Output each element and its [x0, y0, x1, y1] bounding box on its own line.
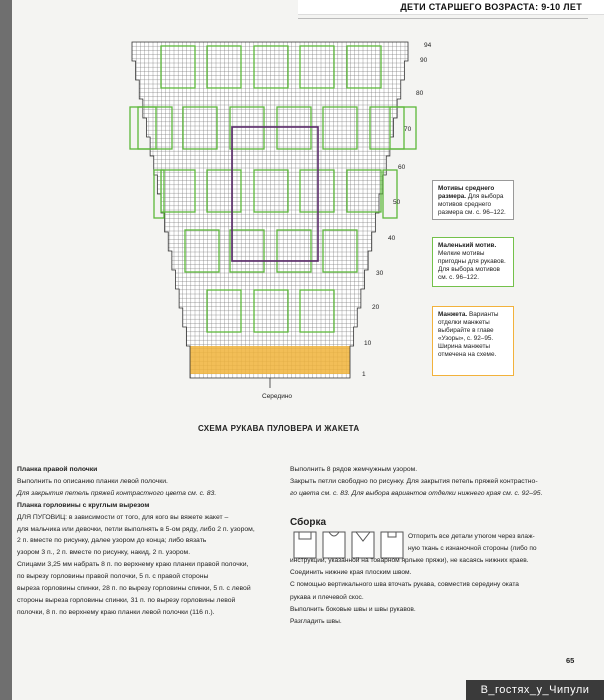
legend-text: Мелкие мотивы пригодны для рукавов. Для выбора мотивов см. с. 96–122. [438, 250, 506, 281]
cuff-band [190, 346, 350, 374]
heading-neckband: Планка горловины с круглым вырезом [17, 501, 150, 509]
page-header-title: ДЕТИ СТАРШЕГО ВОЗРАСТА: 9-10 ЛЕТ [400, 2, 582, 12]
text-line: рукава и плечевой скос. [290, 593, 364, 601]
text-line: ную ткань с изнаночной стороны (либо по [408, 545, 537, 553]
heading-right-band: Планка правой полочки [17, 466, 98, 473]
chart-grid [132, 42, 408, 378]
text-line: Соединить нижние края плоским швом. [290, 569, 412, 577]
text-line: 2 п. вместе по рисунку, далее узором до конца; либо вязать [17, 537, 207, 545]
center-label: Середино [262, 393, 293, 400]
page-number: 65 [566, 656, 575, 665]
row-label: 60 [398, 164, 406, 171]
text-line: ДЛЯ ПУГОВИЦ: в зависимости от того, для кого вы вяжете жакет – [17, 513, 229, 521]
text-line: для мальчика или девочки, петли выполнять в 5-ом ряду, либо 2 п. узором, [17, 525, 255, 533]
legend-small-motif [432, 237, 514, 287]
watermark: В_гостях_у_Чипули [466, 680, 604, 700]
text-line: полочки, 8 п. по верхнему краю планки левой полочки (116 п.). [17, 608, 215, 616]
text-line: инструкции, указанной на товарном ярлыке пряжи), не касаясь нижних краев. [290, 557, 529, 564]
row-label: 40 [388, 235, 396, 242]
row-label: 10 [364, 340, 372, 347]
row-label: 20 [372, 304, 380, 311]
legend-title: Манжета. [438, 311, 468, 318]
legend-text: Для выбора мотивов среднего размера см. с. 96–122. [438, 193, 506, 216]
text-line: Выполнить 8 рядов жемчужным узором. [290, 466, 418, 473]
text-line: Выполнить по описанию планки левой полочки. [17, 477, 168, 485]
text-line: Разгладить швы. [290, 618, 342, 626]
legend-cuff [432, 306, 514, 376]
diagram-caption: СХЕМА РУКАВА ПУЛОВЕРА И ЖАКЕТА [198, 424, 360, 433]
text-line: Закрыть петли свободно по рисунку. Для закрытия петель пряжей контрастно- [290, 477, 538, 485]
row-label: 30 [376, 270, 384, 277]
assembly-heading: Сборка [290, 517, 327, 528]
text-line: го цвета см. с. 83. Для выбора вариантов отделки нижнего края см. с. 92–95. [290, 489, 543, 497]
row-label: 70 [404, 126, 412, 133]
text-line: С помощью вертикального шва вточать рукава, совместив середину оката [290, 581, 519, 589]
legend-title: Маленький мотив. [438, 242, 497, 249]
right-column [290, 464, 590, 500]
assembly-text-top [408, 531, 598, 555]
row-label: 1 [362, 371, 366, 378]
text-line: стороны выреза горловины спинки, 31 п. по вырезу горловины левой [17, 596, 236, 604]
row-label: 94 [424, 42, 432, 49]
text-line: Спицами 3,25 мм набрать 8 п. по верхнему краю планки правой полочки, [17, 561, 249, 569]
row-label: 80 [416, 90, 424, 97]
legend-title: Мотивы среднего размера. [438, 185, 495, 200]
left-column [17, 464, 287, 619]
text-line: выреза горловины спинки, 28 п. по вырезу горловины спинки, 5 п. с левой [17, 585, 251, 593]
text-line: Для закрытия петель пряжей контрастного цвета см. с. 83. [17, 489, 217, 497]
legend-medium-motif [432, 180, 514, 220]
text-line: по вырезу горловины правой полочки, 5 п. с правой стороны [17, 573, 209, 581]
row-label: 90 [420, 57, 428, 64]
legend-text: Варианты отделки манжеты выбирайте в главе «Узоры», с. 92–95. Ширина манжеты отмечена на схеме. [438, 311, 499, 358]
text-line: узором 3 п., 2 п. вместе по рисунку, накид, 2 п. узором. [17, 549, 191, 557]
row-label: 50 [393, 199, 401, 206]
motif-square [383, 170, 397, 218]
text-line: Отпорить все детали утюгом через влаж- [408, 533, 535, 540]
text-line: Выполнить боковые швы и швы рукавов. [290, 605, 416, 613]
assembly-text [290, 555, 590, 628]
